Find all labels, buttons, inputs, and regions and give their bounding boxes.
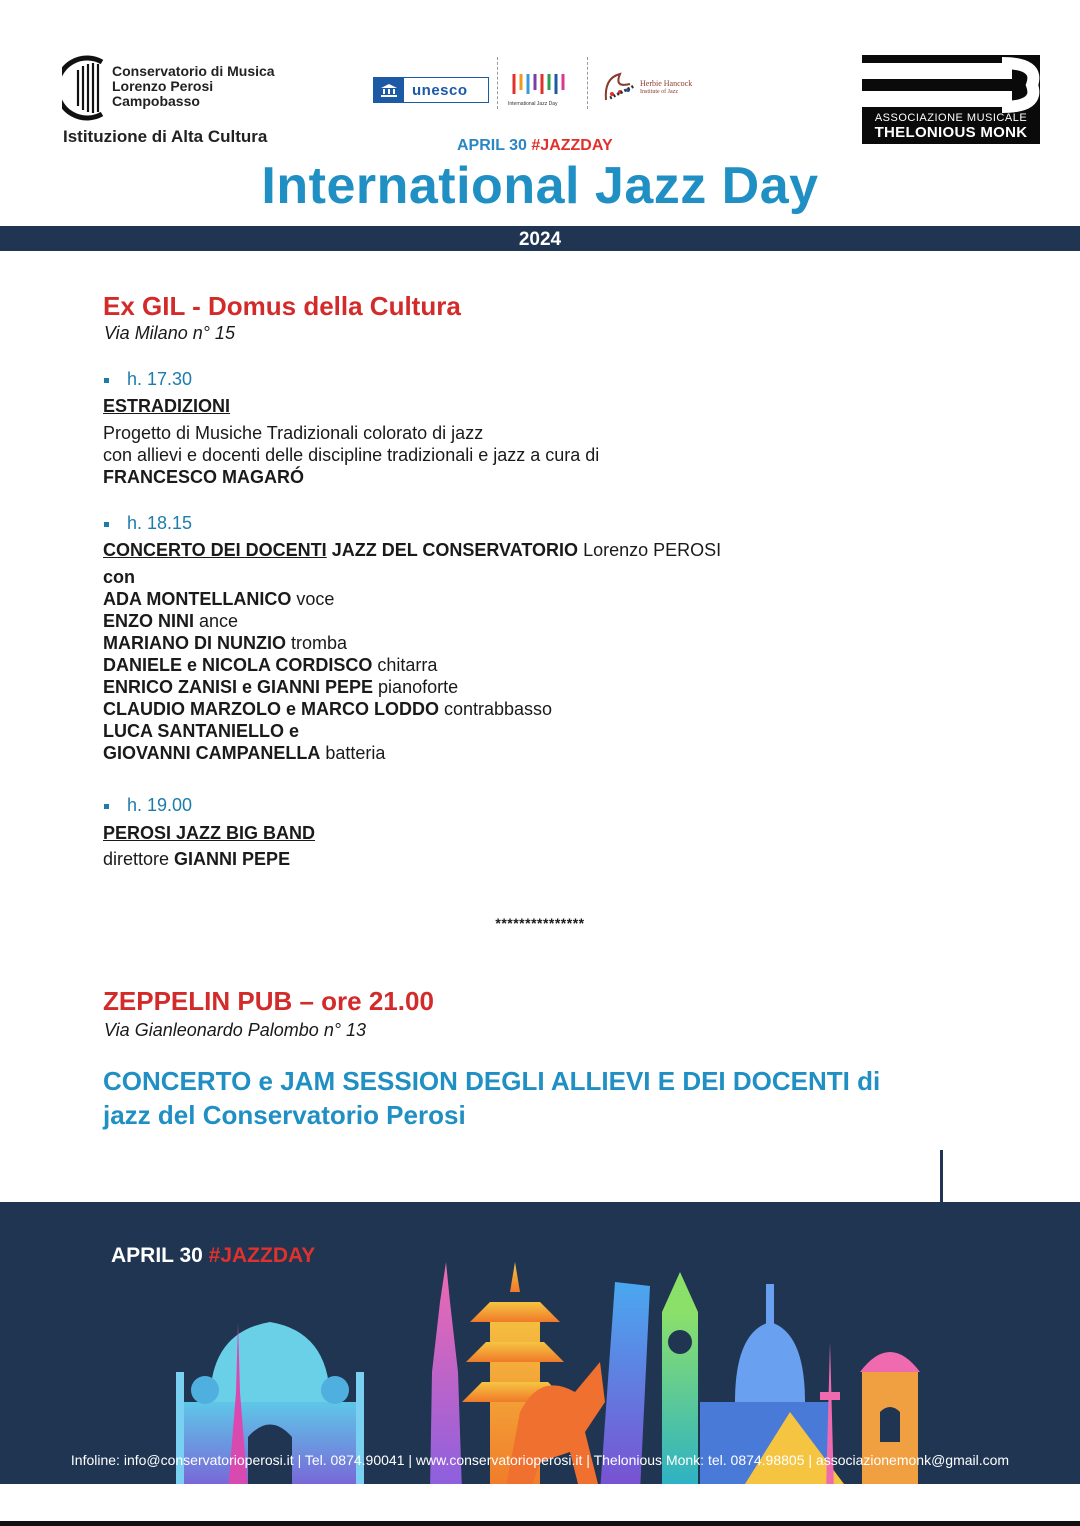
burj-khalifa-icon <box>430 1262 462 1484</box>
page-title: International Jazz Day <box>261 157 819 215</box>
lineup-list: con ADA MONTELLANICO voce ENZO NINI ance MARIANO DI NUNZIO tromba DANIELE e NICOLA CORDISCO chitarra ENRICO ZANISI e GIANNI PEPE pianoforte CLAUDIO MARZOLO e MARCO LODDO contrabbasso LUCA SANTANIELLO e GIOVANNI CAMPANELLA batteria <box>103 567 553 763</box>
list-item: CLAUDIO MARZOLO e MARCO LODDO contrabbasso <box>103 699 553 719</box>
list-item: MARIANO DI NUNZIO tromba <box>103 633 348 653</box>
list-item: LUCA SANTANIELLO e <box>103 721 299 741</box>
divider <box>940 1150 943 1202</box>
divider <box>0 1521 1080 1526</box>
piano-keys-icon <box>862 55 1040 115</box>
conservatorio-name: Conservatorio di Musica Lorenzo Perosi Campobasso <box>112 63 275 109</box>
divider <box>587 57 589 109</box>
ijd-caption: International Jazz Day <box>508 101 558 107</box>
event-description: Progetto di Musiche Tradizionali colorato di jazz con allievi e docenti delle discipline tradizionali e jazz a cura di FRANCESCO MAGARÓ <box>103 423 600 487</box>
event-time: h. 19.00 <box>104 795 192 816</box>
event-time: h. 18.15 <box>104 513 192 534</box>
herbie-hancock-name: Herbie Hancock Institute of Jazz <box>640 79 693 95</box>
conservatorio-logo <box>62 52 110 124</box>
divider <box>497 57 499 109</box>
year-bar: 2024 <box>0 226 1080 251</box>
venue-address: Via Milano n° 15 <box>104 323 235 343</box>
event-title: PEROSI JAZZ BIG BAND <box>103 823 316 843</box>
herbie-hancock-logo <box>600 68 640 108</box>
event-title: CONCERTO DEI DOCENTI JAZZ DEL CONSERVATORIO Lorenzo PEROSI <box>103 540 722 560</box>
event-title: ESTRADIZIONI <box>103 396 231 416</box>
conservatorio-subtitle: Istituzione di Alta Cultura <box>63 127 268 146</box>
event-time: h. 17.30 <box>104 369 192 390</box>
venue-name: Ex GIL - Domus della Cultura <box>103 291 461 321</box>
venue-name: ZEPPELIN PUB – ore 21.00 <box>103 986 434 1016</box>
list-item: ADA MONTELLANICO voce <box>103 589 335 609</box>
jazzday-tag: APRIL 30 #JAZZDAY <box>111 1244 316 1267</box>
list-item: ENZO NINI ance <box>103 611 239 631</box>
world-landmarks-illustration <box>0 1262 1080 1484</box>
monk-name: THELONIOUS MONK <box>874 124 1028 141</box>
event-title: CONCERTO e JAM SESSION DEGLI ALLIEVI E DEI DOCENTI di jazz del Conservatorio Perosi <box>103 1066 881 1130</box>
separator: *************** <box>495 915 585 931</box>
infoline: Infoline: info@conservatorioperosi.it | Tel. 0874.90041 | www.conservatorioperosi.it | Thelonious Monk: tel. 0874.98805 | associazionemonk@gmail.com <box>70 1452 1010 1468</box>
event-director: direttore GIANNI PEPE <box>103 849 291 869</box>
jazzday-tag: APRIL 30 #JAZZDAY <box>457 137 613 154</box>
venue-address: Via Gianleonardo Palombo n° 13 <box>104 1020 367 1040</box>
unesco-word: unesco <box>412 81 468 99</box>
list-item: DANIELE e NICOLA CORDISCO chitarra <box>103 655 438 675</box>
monk-association-label: ASSOCIAZIONE MUSICALE <box>874 112 1028 124</box>
list-item: ENRICO ZANISI e GIANNI PEPE pianoforte <box>103 677 459 697</box>
unesco-logo <box>373 77 489 103</box>
list-item: GIOVANNI CAMPANELLA batteria <box>103 743 386 763</box>
